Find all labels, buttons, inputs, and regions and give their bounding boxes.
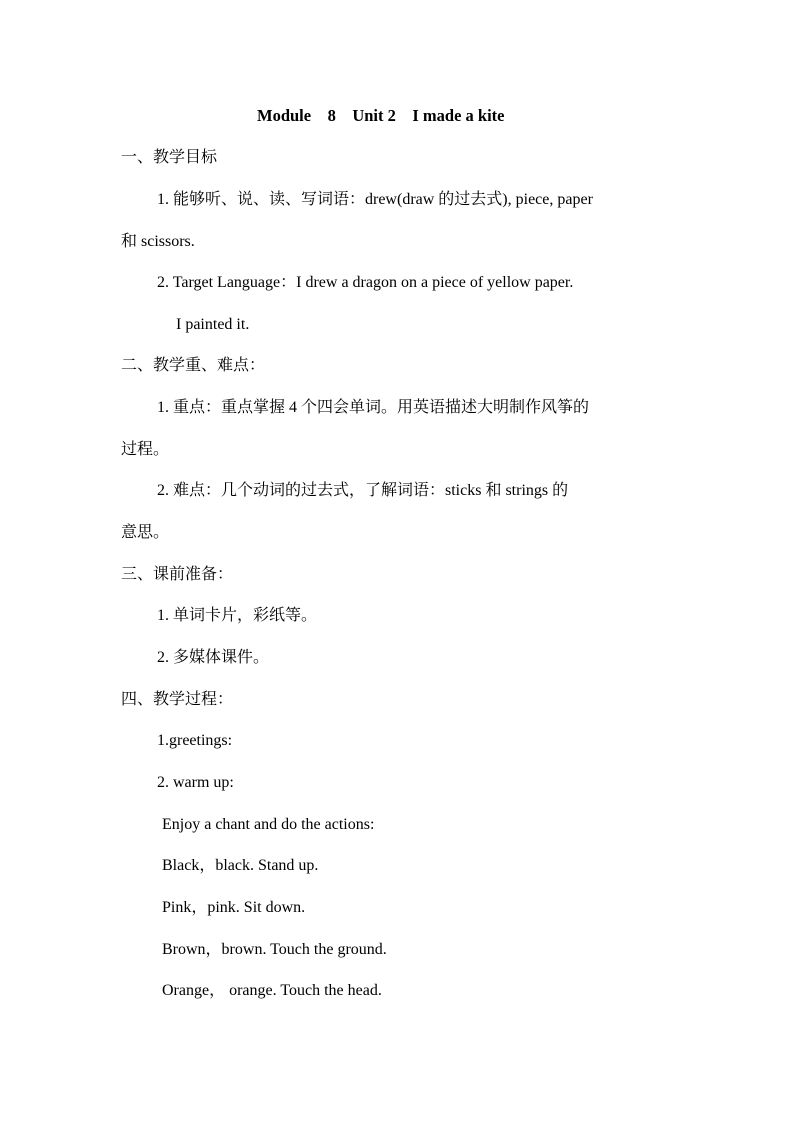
section-heading-process: 四、教学过程： [121, 691, 234, 708]
chant-line-1: Black，black. Stand up. [162, 857, 319, 874]
objective-item-2-line-2: I painted it. [176, 316, 250, 333]
objective-item-1-line-1: 1. 能够听、说、读、写词语：drew(draw 的过去式), piece, paper [157, 191, 593, 208]
objective-item-2-line-1: 2. Target Language：I drew a dragon on a piece of yellow paper. [157, 274, 574, 291]
preparation-item-1: 1. 单词卡片，彩纸等。 [157, 607, 318, 624]
key-point-item-2-line-2: 意思。 [121, 524, 170, 541]
section-heading-key-points: 二、教学重、难点： [121, 357, 266, 374]
objective-item-1-line-2: 和 scissors. [121, 233, 195, 250]
key-point-item-2-line-1: 2. 难点：几个动词的过去式，了解词语：sticks 和 strings 的 [157, 482, 569, 499]
key-point-item-1-line-2: 过程。 [121, 441, 170, 458]
key-point-item-1-line-1: 1. 重点：重点掌握 4 个四会单词。用英语描述大明制作风筝的 [157, 399, 590, 416]
section-heading-objectives: 一、教学目标 [121, 149, 218, 166]
chant-intro: Enjoy a chant and do the actions: [162, 816, 375, 833]
process-step-2: 2. warm up: [157, 774, 234, 791]
chant-line-2: Pink，pink. Sit down. [162, 899, 306, 916]
chant-line-4: Orange， orange. Touch the head. [162, 982, 382, 999]
document-title: Module 8 Unit 2 I made a kite [257, 106, 505, 125]
chant-line-3: Brown，brown. Touch the ground. [162, 941, 387, 958]
preparation-item-2: 2. 多媒体课件。 [157, 649, 270, 666]
section-heading-preparation: 三、课前准备： [121, 566, 234, 583]
process-step-1: 1.greetings: [157, 732, 233, 749]
